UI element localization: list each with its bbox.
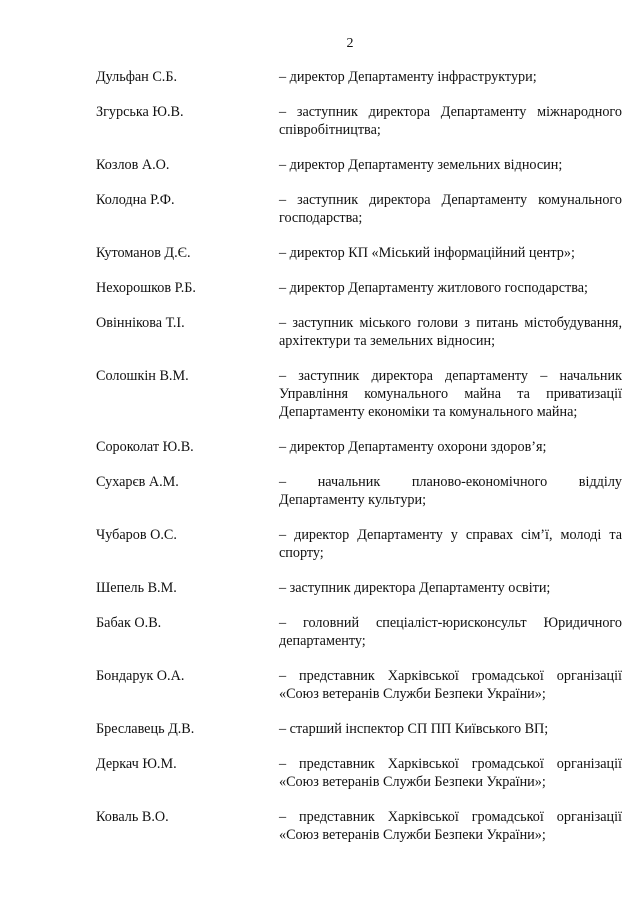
member-position: – заступник директора Департаменту комунального господарства; [279,192,622,226]
member-position: – директор Департаменту у справах сім’ї, молоді та спорту; [279,527,622,561]
list-item [0,438,643,456]
member-name: Деркач Ю.М. [96,756,177,772]
member-position: – директор Департаменту охорони здоров’я; [279,439,547,455]
member-name: Нехорошков Р.Б. [96,280,196,296]
member-name: Сороколат Ю.В. [96,439,194,455]
member-position: – заступник директора департаменту – начальник Управління комунального майна та приватизації Департаменту економіки та комунального майна; [279,368,622,420]
page-number: 2 [346,36,354,51]
member-name: Козлов А.О. [96,157,170,173]
member-position: – заступник директора Департаменту міжнародного співробітництва; [279,104,622,138]
list-item [0,755,643,791]
member-position: – представник Харківської громадської організації «Союз ветеранів Служби Безпеки України»; [279,809,622,843]
member-name: Дульфан С.Б. [96,69,178,85]
member-position: – головний спеціаліст-юрисконсульт Юридичного департаменту; [279,615,622,649]
member-position: – представник Харківської громадської організації «Союз ветеранів Служби Безпеки України»; [279,668,622,702]
list-item [0,244,643,262]
member-name: Згурська Ю.В. [96,104,184,120]
member-position: – старший інспектор СП ПП Київського ВП; [279,721,549,737]
member-name: Коваль В.О. [96,809,169,825]
list-item [0,667,643,703]
list-item [0,314,643,350]
member-list [0,68,643,861]
member-position: – директор Департаменту інфраструктури; [279,69,537,85]
member-name: Овіннікова Т.І. [96,315,185,331]
member-name: Кутоманов Д.Є. [96,245,191,261]
list-item [0,579,643,597]
member-name: Солошкін В.М. [96,368,189,384]
member-name: Бабак О.В. [96,615,162,631]
list-item [0,473,643,509]
member-position: – заступник директора Департаменту освіти; [279,580,551,596]
member-position: – начальник планово-економічного відділу Департаменту культури; [279,474,622,508]
list-item [0,156,643,174]
list-item [0,614,643,650]
member-position: – заступник міського голови з питань містобудування, архітектури та земельних відносин; [279,315,622,349]
list-item [0,526,643,562]
list-item [0,279,643,297]
member-name: Бреславець Д.В. [96,721,195,737]
member-name: Колодна Р.Ф. [96,192,175,208]
list-item [0,191,643,227]
member-name: Бондарук О.А. [96,668,185,684]
member-position: – директор Департаменту житлового господарства; [279,280,588,296]
list-item [0,367,643,421]
member-name: Шепель В.М. [96,580,177,596]
list-item [0,808,643,844]
list-item [0,103,643,139]
member-name: Чубаров О.С. [96,527,177,543]
member-name: Сухарєв А.М. [96,474,179,490]
member-position: – представник Харківської громадської організації «Союз ветеранів Служби Безпеки України»; [279,756,622,790]
member-position: – директор КП «Міський інформаційний центр»; [279,245,575,261]
member-position: – директор Департаменту земельних відносин; [279,157,563,173]
list-item [0,68,643,86]
list-item [0,720,643,738]
